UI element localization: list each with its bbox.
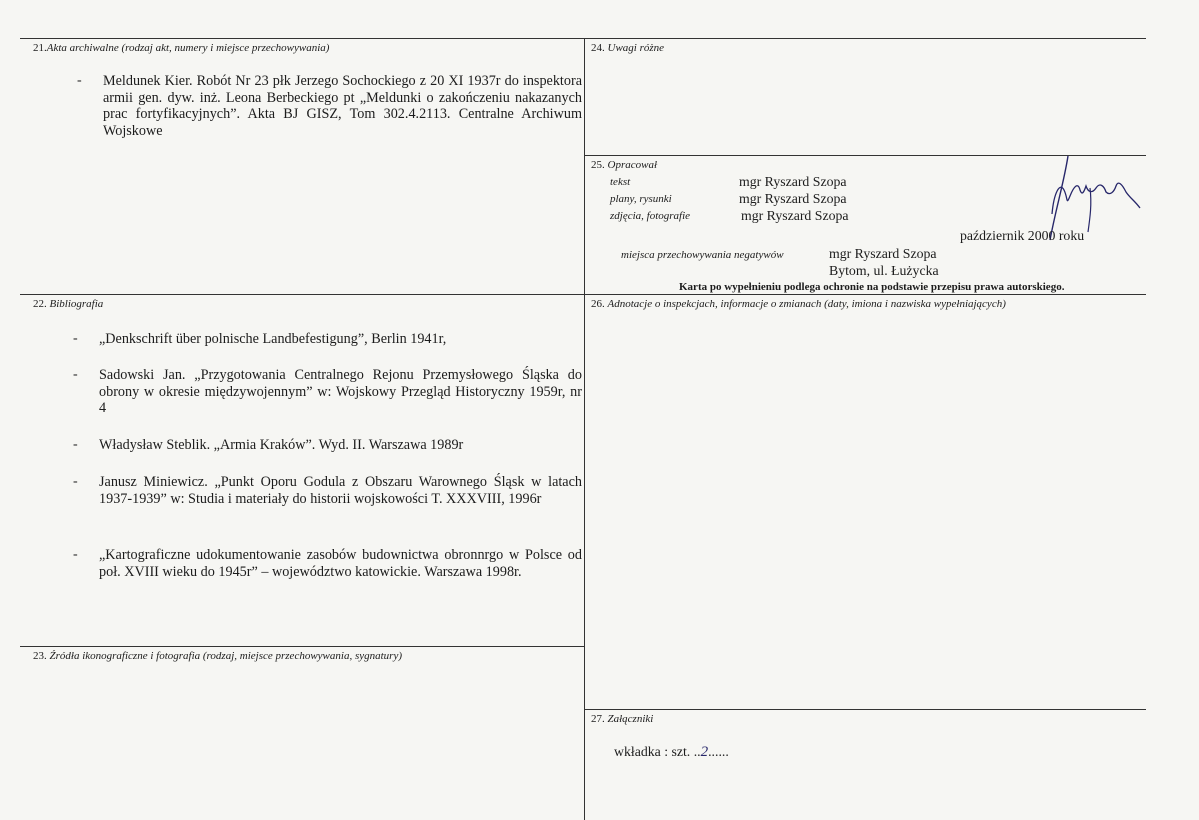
top-border-line: [20, 38, 1146, 39]
archive-entry-text: Meldunek Kier. Robót Nr 23 płk Jerzego Sochockiego z 20 XI 1937r do inspektora armii gen. dyw. inż. Leona Berbeckiego pt „Meldunki o zakończeniu nakazanych prac fortyfikacyjnych”. Akta BJ GISZ, Tom 302.4.2113. Centralne Archiwum Wojskowe: [103, 73, 582, 139]
credit-name-photos: mgr Ryszard Szopa: [741, 208, 849, 223]
bibliography-entry: [73, 474, 582, 526]
negatives-role-text: miejsca przechowywania negatywów: [621, 249, 784, 261]
section-22-caption: Bibliografia: [49, 298, 104, 310]
section-21-number: 21.: [33, 42, 47, 54]
list-dash: -: [73, 367, 78, 382]
section-27-caption: Załączniki: [607, 713, 654, 725]
attachment-count: 2: [700, 744, 709, 760]
bibliography-entry: [73, 331, 582, 351]
list-dash: -: [77, 73, 82, 88]
bibliography-entry-text: Janusz Miniewicz. „Punkt Oporu Godula z Obszaru Warownego Śląsk w latach 1937-1939” w: Studia i materiały do historii wojskowości T. XXXVIII, 1996r: [99, 474, 582, 507]
section-26-label: [591, 298, 1006, 310]
attachment-prefix: wkładka : szt. ..: [614, 744, 701, 759]
attachment-line: [614, 744, 729, 761]
section-27-number: 27.: [591, 713, 605, 725]
credit-role-text: tekst: [610, 176, 631, 188]
section-25-number: 25.: [591, 159, 605, 171]
list-dash: -: [73, 437, 78, 452]
section-26-number: 26.: [591, 298, 605, 310]
section-25-caption: Opracował: [607, 159, 657, 171]
section-22-number: 22.: [33, 298, 47, 310]
section-26-caption: Adnotacje o inspekcjach, informacje o zmianach (daty, imiona i nazwiska wypełniających): [607, 298, 1006, 310]
bibliography-entry: [73, 367, 582, 419]
section-22-label: [33, 298, 103, 310]
list-dash: -: [73, 547, 78, 562]
archive-entry: [77, 73, 582, 143]
credit-role-photos: zdjęcia, fotografie: [610, 210, 691, 222]
bibliography-entry-text: Sadowski Jan. „Przygotowania Centralnego Rejonu Przemysłowego Śląska do obrony w okresie międzywojennym” w: Wojskowy Przegląd Historyczny 1959r, nr 4: [99, 367, 582, 416]
divider-21-22: [20, 294, 584, 295]
bibliography-entry: [73, 437, 582, 457]
section-23-caption: Źródła ikonograficzne i fotografia (rodzaj, miejsce przechowywania, sygnatury): [49, 650, 402, 662]
credit-name-text: mgr Ryszard Szopa: [739, 174, 847, 189]
date-text: październik 2000 roku: [960, 228, 1085, 243]
attachment-suffix: ......: [708, 744, 729, 759]
copyright-note: Karta po wypełnieniu podlega ochronie na podstawie przepisu prawa autorskiego.: [679, 281, 1065, 293]
bibliography-entry-text: Władysław Steblik. „Armia Kraków”. Wyd. II. Warszawa 1989r: [99, 437, 464, 453]
credit-name-plans: mgr Ryszard Szopa: [739, 191, 847, 206]
section-25-label: [591, 159, 657, 171]
list-dash: -: [73, 474, 78, 489]
section-23-number: 23.: [33, 650, 47, 662]
section-23-label: [33, 650, 402, 662]
bibliography-entry: [73, 547, 582, 599]
section-21-label: [33, 42, 329, 54]
negatives-name-text: mgr Ryszard Szopa: [829, 246, 937, 261]
bibliography-entry-text: „Kartograficzne udokumentowanie zasobów budownictwa obronnrgo w Polsce od poł. XVIII wieku do 1945r” – województwo katowickie. Warszawa 1998r.: [99, 547, 582, 580]
negatives-address-text: Bytom, ul. Łużycka: [829, 263, 939, 278]
section-24-label: [591, 42, 664, 54]
bibliography-entry-text: „Denkschrift über polnische Landbefestigung”, Berlin 1941r,: [99, 331, 447, 347]
section-24-number: 24.: [591, 42, 605, 54]
section-24-caption: Uwagi różne: [607, 42, 665, 54]
divider-25-26: [584, 294, 1146, 295]
section-21-caption: Akta archiwalne (rodzaj akt, numery i miejsce przechowywania): [46, 42, 330, 54]
divider-26-27: [584, 709, 1146, 710]
list-dash: -: [73, 331, 78, 346]
divider-22-23: [20, 646, 584, 647]
section-27-label: [591, 713, 653, 725]
credit-role-plans: plany, rysunki: [610, 193, 672, 205]
